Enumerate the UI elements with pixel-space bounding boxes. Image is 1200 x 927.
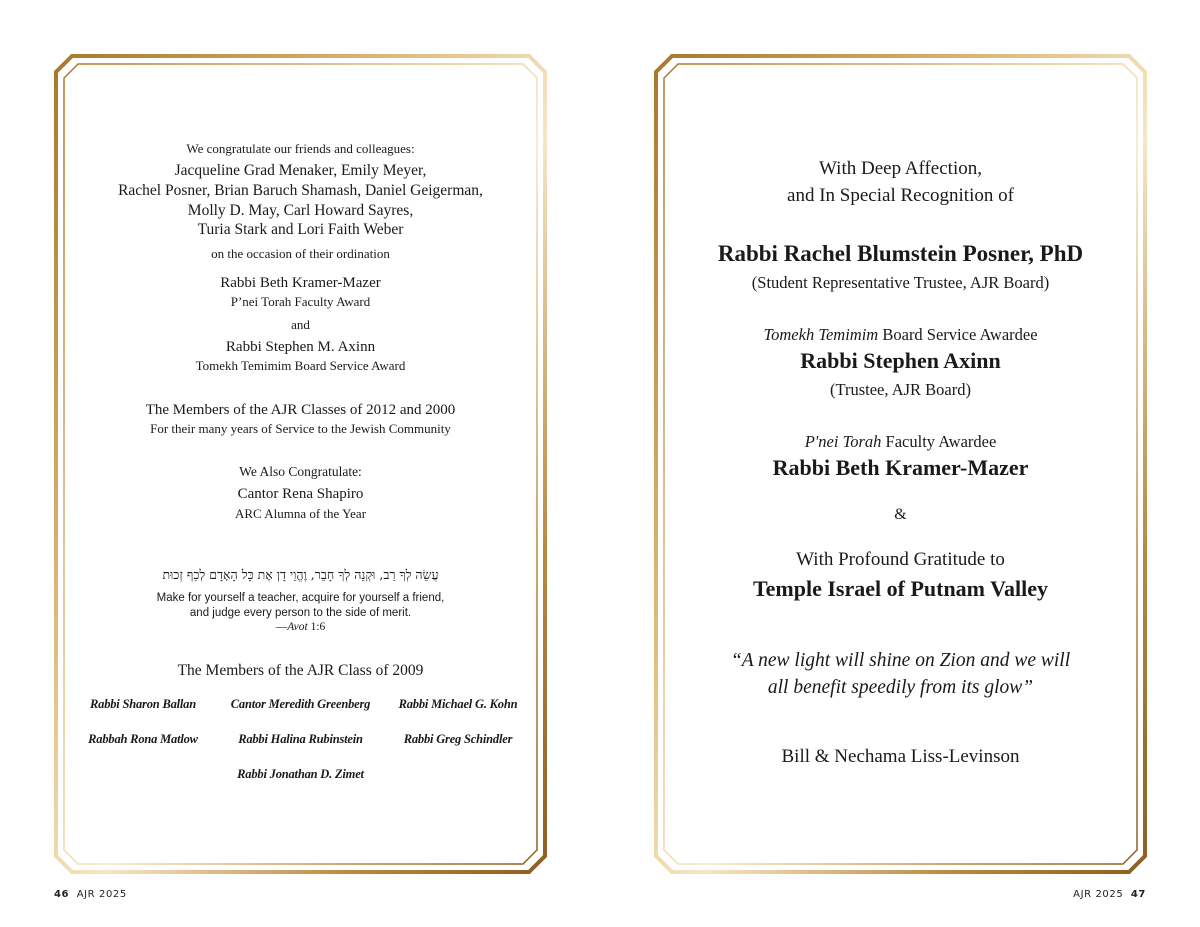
translation-line-1: Make for yourself a teacher, acquire for yourself a friend, — [156, 592, 445, 604]
board-award-title: Tomekh Temimim Board Service Award — [195, 358, 406, 373]
honoree-2-name: Rabbi Stephen Axinn — [800, 348, 1001, 373]
source-dash: — — [275, 621, 288, 633]
faculty-award-name: Rabbi Beth Kramer-Mazer — [220, 275, 381, 291]
honoree-3-name: Rabbi Beth Kramer-Mazer — [772, 455, 1029, 480]
right-page-number: 47 — [1130, 889, 1146, 900]
quote-line-1: “A new light will shine on Zion and we will — [730, 650, 1071, 671]
occasion-text: on the occasion of their ordination — [211, 246, 390, 261]
graduate-names-line-3: Molly D. May, Carl Howard Sayres, — [187, 202, 414, 219]
class-member: Rabbi Jonathan D. Zimet — [237, 767, 364, 781]
board-award-italic: Tomekh Temimim — [763, 325, 879, 344]
quote-line-2: all benefit speedily from its glow” — [767, 677, 1034, 698]
faculty-award-rest: Faculty Awardee — [881, 432, 997, 451]
class-member: Rabbi Sharon Ballan — [90, 697, 196, 711]
hebrew-quote: עֲשֵׂה לְךָ רַב, וּקְנֵה לְךָ חָבֵר, וֶהֱוֵי דָן אֶת כָּל הָאָדָם לְכַף זְכוּת — [162, 567, 439, 582]
class-member: Rabbi Greg Schindler — [403, 732, 513, 746]
honoree-1-role: (Student Representative Trustee, AJR Board) — [751, 273, 1050, 292]
class-2009-row-1 — [54, 697, 547, 712]
class-2009-row-2 — [54, 732, 547, 747]
source-reference: 1:6 — [307, 621, 326, 633]
recognition-text: and In Special Recognition of — [787, 185, 1014, 206]
left-page-content — [54, 54, 547, 874]
class-member: Cantor Meredith Greenberg — [230, 697, 371, 711]
right-folio — [1073, 889, 1146, 900]
board-award-rest: Board Service Awardee — [878, 325, 1038, 344]
class-member: Rabbi Halina Rubinstein — [238, 732, 363, 746]
cantor-title: ARC Alumna of the Year — [234, 506, 367, 521]
class-member: Rabbah Rona Matlow — [88, 732, 198, 746]
temple-name: Temple Israel of Putnam Valley — [753, 576, 1048, 601]
also-congratulate-text: We Also Congratulate: — [239, 464, 362, 479]
source-book: Avot — [287, 621, 308, 633]
faculty-award-italic: P'nei Torah — [804, 432, 882, 451]
translation-line-2: and judge every person to the side of merit. — [189, 607, 412, 619]
right-page-frame — [654, 54, 1147, 874]
left-publication: AJR 2025 — [76, 889, 127, 900]
honoree-1-name: Rabbi Rachel Blumstein Posner, PhD — [717, 241, 1084, 266]
classes-subheading: For their many years of Service to the Jewish Community — [150, 421, 451, 436]
board-award-name: Rabbi Stephen M. Axinn — [225, 339, 376, 355]
faculty-award-title: P’nei Torah Faculty Award — [230, 294, 371, 309]
right-publication: AJR 2025 — [1073, 889, 1124, 900]
intro-text: We congratulate our friends and colleagues: — [186, 141, 415, 156]
affection-text: With Deep Affection, — [819, 158, 982, 179]
graduate-names-line-1: Jacqueline Grad Menaker, Emily Meyer, — [174, 162, 427, 179]
graduate-names-line-2: Rachel Posner, Brian Baruch Shamash, Daniel Geigerman, — [118, 182, 483, 199]
left-folio — [54, 889, 127, 900]
honoree-2-role: (Trustee, AJR Board) — [829, 380, 971, 399]
right-page-content — [654, 54, 1147, 874]
signature: Bill & Nechama Liss-Levinson — [781, 746, 1020, 767]
quote-source — [54, 621, 547, 633]
ampersand: & — [894, 506, 907, 523]
left-page-number: 46 — [54, 889, 70, 900]
classes-heading: The Members of the AJR Classes of 2012 and 2000 — [145, 402, 456, 418]
faculty-award-label — [654, 432, 1147, 452]
class-member: Rabbi Michael G. Kohn — [398, 697, 518, 711]
class-2009-heading: The Members of the AJR Class of 2009 — [177, 662, 424, 679]
and-text: and — [291, 317, 310, 332]
class-2009-row-3 — [54, 767, 547, 782]
cantor-name: Cantor Rena Shapiro — [237, 486, 364, 502]
gratitude-text: With Profound Gratitude to — [796, 549, 1005, 570]
left-page-frame — [54, 54, 547, 874]
board-award-label — [654, 325, 1147, 345]
graduate-names-line-4: Turia Stark and Lori Faith Weber — [197, 221, 404, 238]
